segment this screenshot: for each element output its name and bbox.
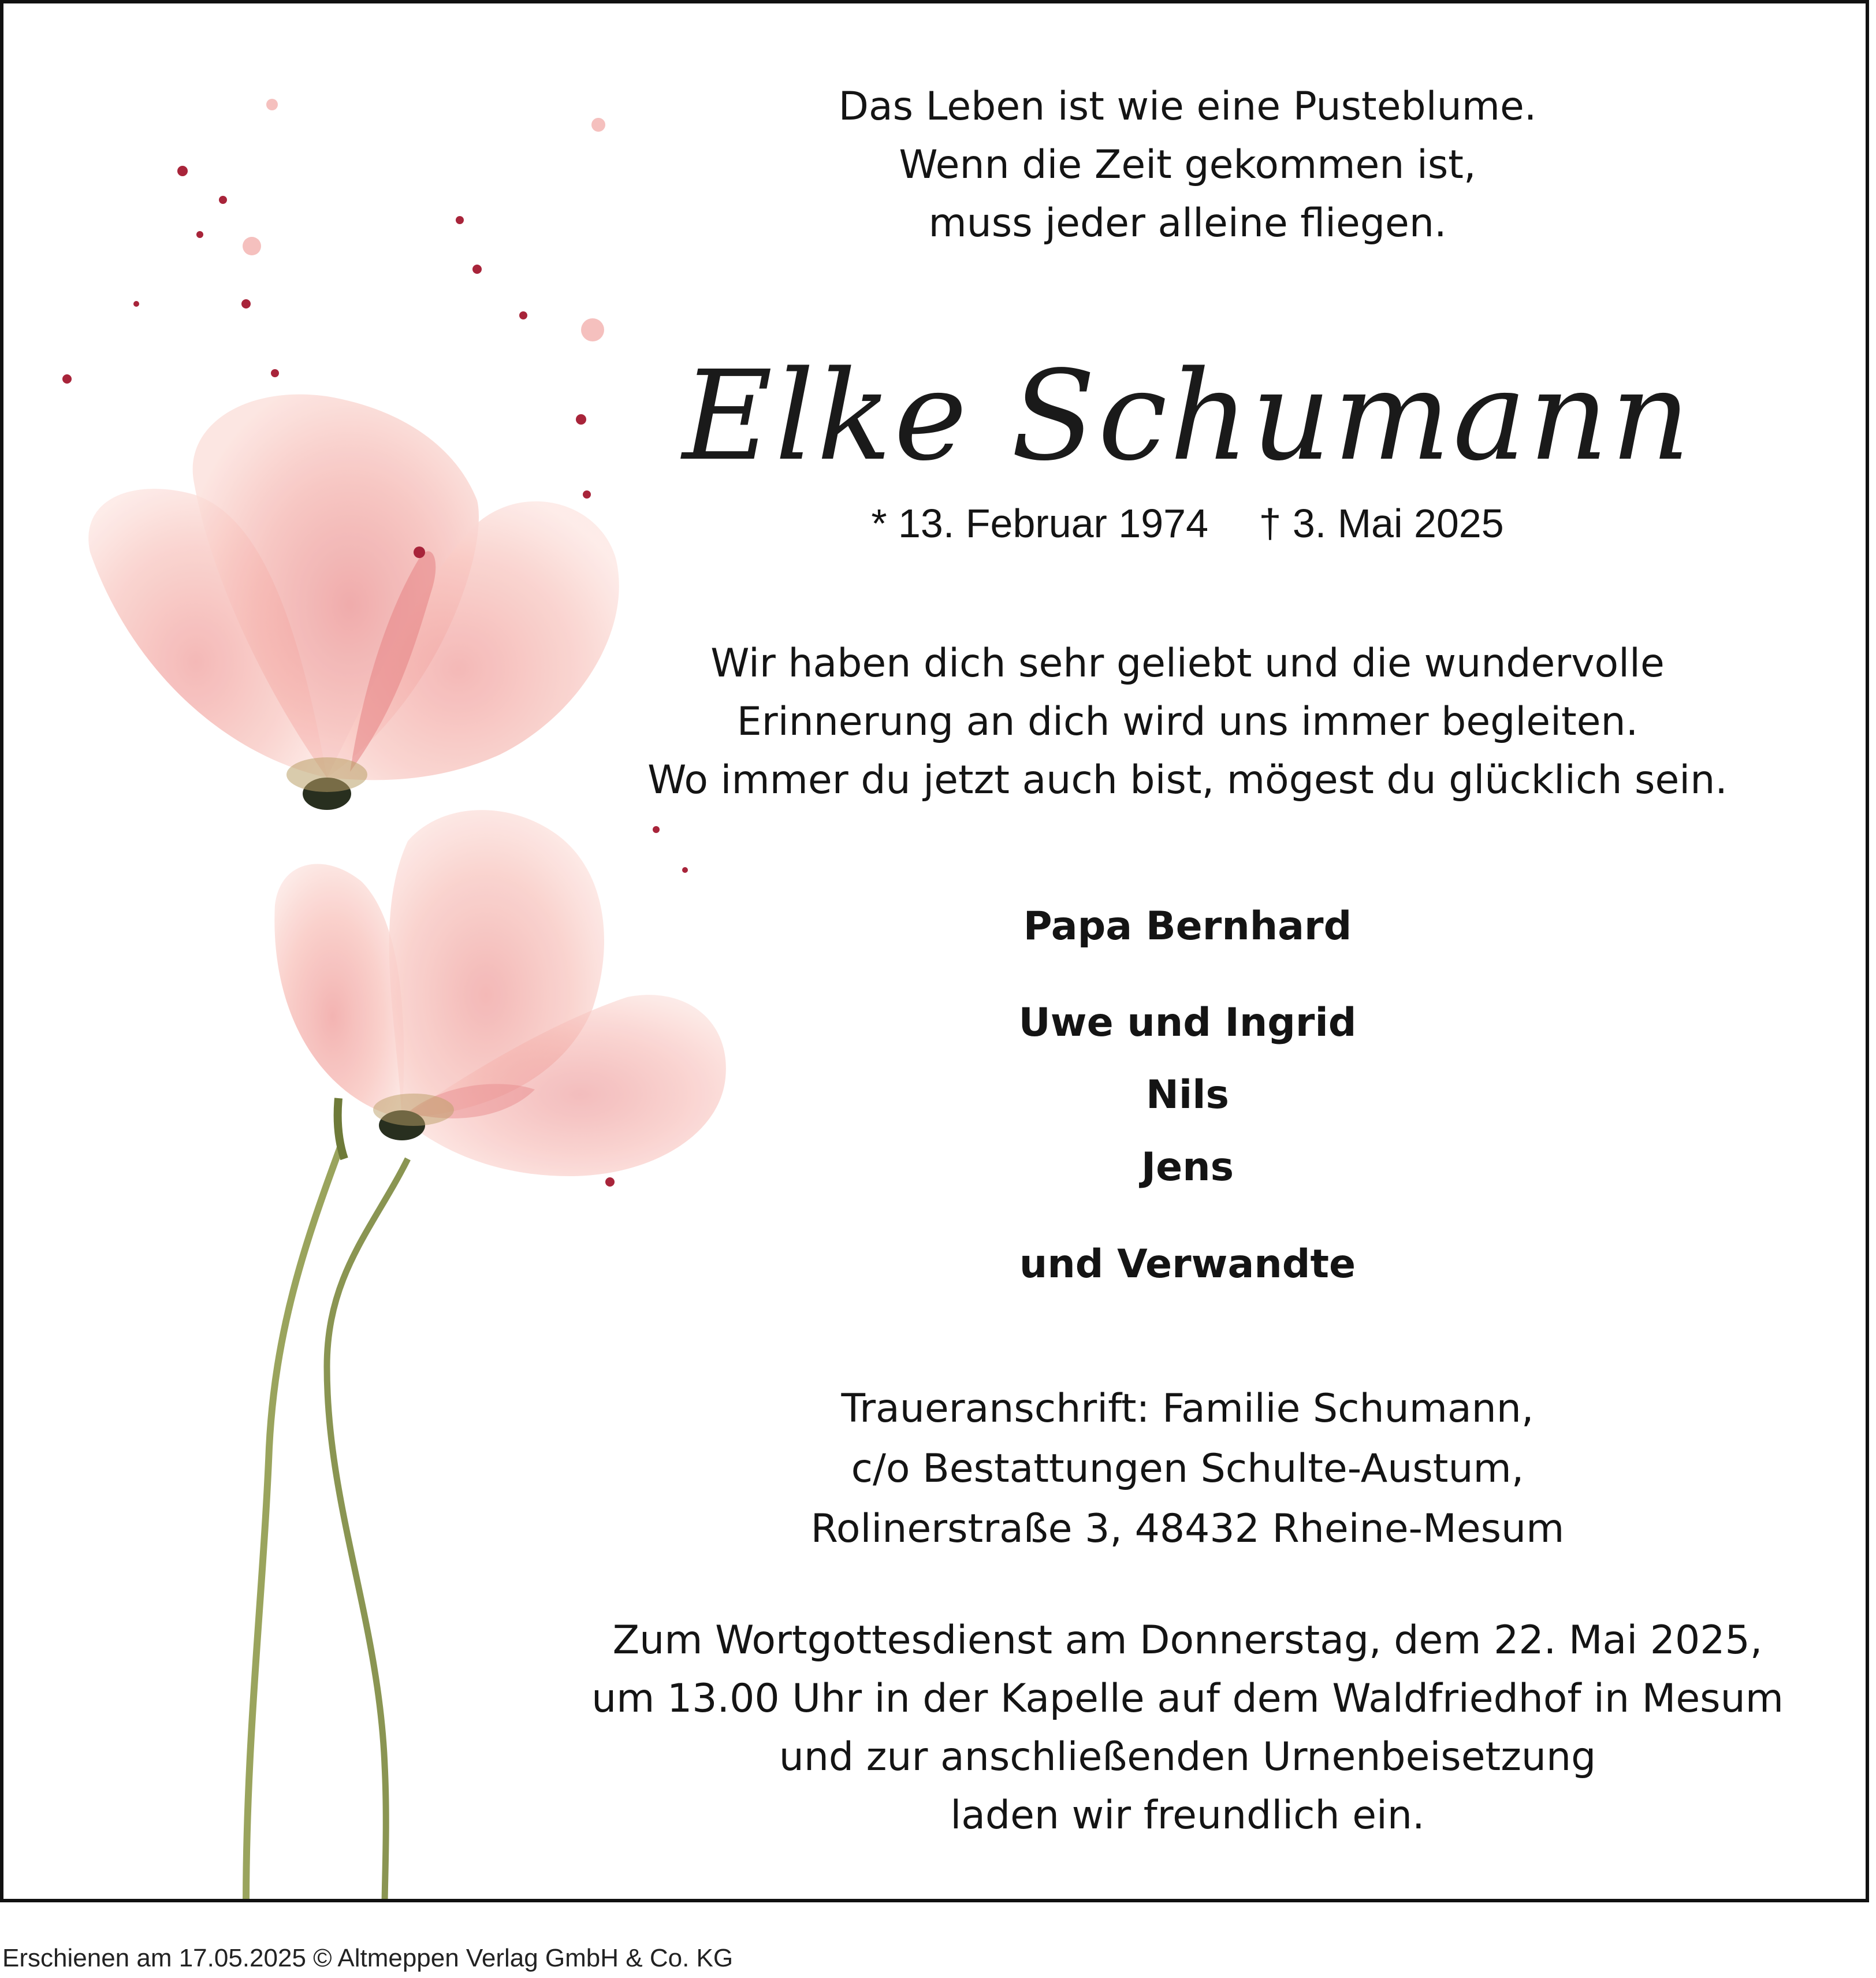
paint-blots (243, 99, 605, 341)
farewell-line: Erinnerung an dich wird uns immer begleiten. (736, 699, 1639, 745)
verse (552, 77, 1823, 252)
life-dates (552, 496, 1823, 551)
deceased-name: Elke Schumann (682, 344, 1693, 488)
invitation-line: laden wir freundlich ein. (950, 1793, 1425, 1838)
mourner-relatives: und Verwandte (1019, 1241, 1356, 1287)
address-line: Traueranschrift: Familie Schumann, (841, 1386, 1534, 1432)
mourner-couple: Uwe und Ingrid (1018, 1000, 1357, 1046)
mourning-address (552, 1379, 1823, 1559)
death-date: † 3. Mai 2025 (1259, 501, 1504, 546)
verse-line: muss jeder alleine fliegen. (928, 200, 1447, 246)
invitation-line: und zur anschließenden Urnenbeisetzung (779, 1734, 1596, 1780)
verse-line: Das Leben ist wie eine Pusteblume. (838, 84, 1537, 129)
invitation-line: um 13.00 Uhr in der Kapelle auf dem Waldfriedhof in Mesum (591, 1676, 1784, 1722)
mourner-child: Jens (1141, 1144, 1234, 1190)
birth-date: * 13. Februar 1974 (871, 501, 1209, 546)
verse-line: Wenn die Zeit gekommen ist, (899, 142, 1476, 188)
address-line: c/o Bestattungen Schulte-Austum, (851, 1446, 1524, 1492)
service-invitation (552, 1611, 1823, 1845)
farewell-text (552, 634, 1823, 809)
farewell-line: Wir haben dich sehr geliebt und die wundervolle (710, 641, 1665, 686)
stem (246, 1144, 341, 1902)
poppy-upper (88, 395, 619, 810)
address-line: Rolinerstraße 3, 48432 Rheine-Mesum (810, 1506, 1565, 1552)
farewell-line: Wo immer du jetzt auch bist, mögest du glücklich sein. (647, 757, 1728, 803)
mourner-child: Nils (1145, 1072, 1229, 1118)
mourner-father: Papa Bernhard (1023, 904, 1352, 949)
publication-footer: Erschienen am 17.05.2025 © Altmeppen Verlag GmbH & Co. KG (2, 1944, 734, 1972)
stem (327, 1159, 408, 1902)
invitation-line: Zum Wortgottesdienst am Donnerstag, dem 22. Mai 2025, (612, 1618, 1763, 1663)
stem (338, 1098, 344, 1159)
